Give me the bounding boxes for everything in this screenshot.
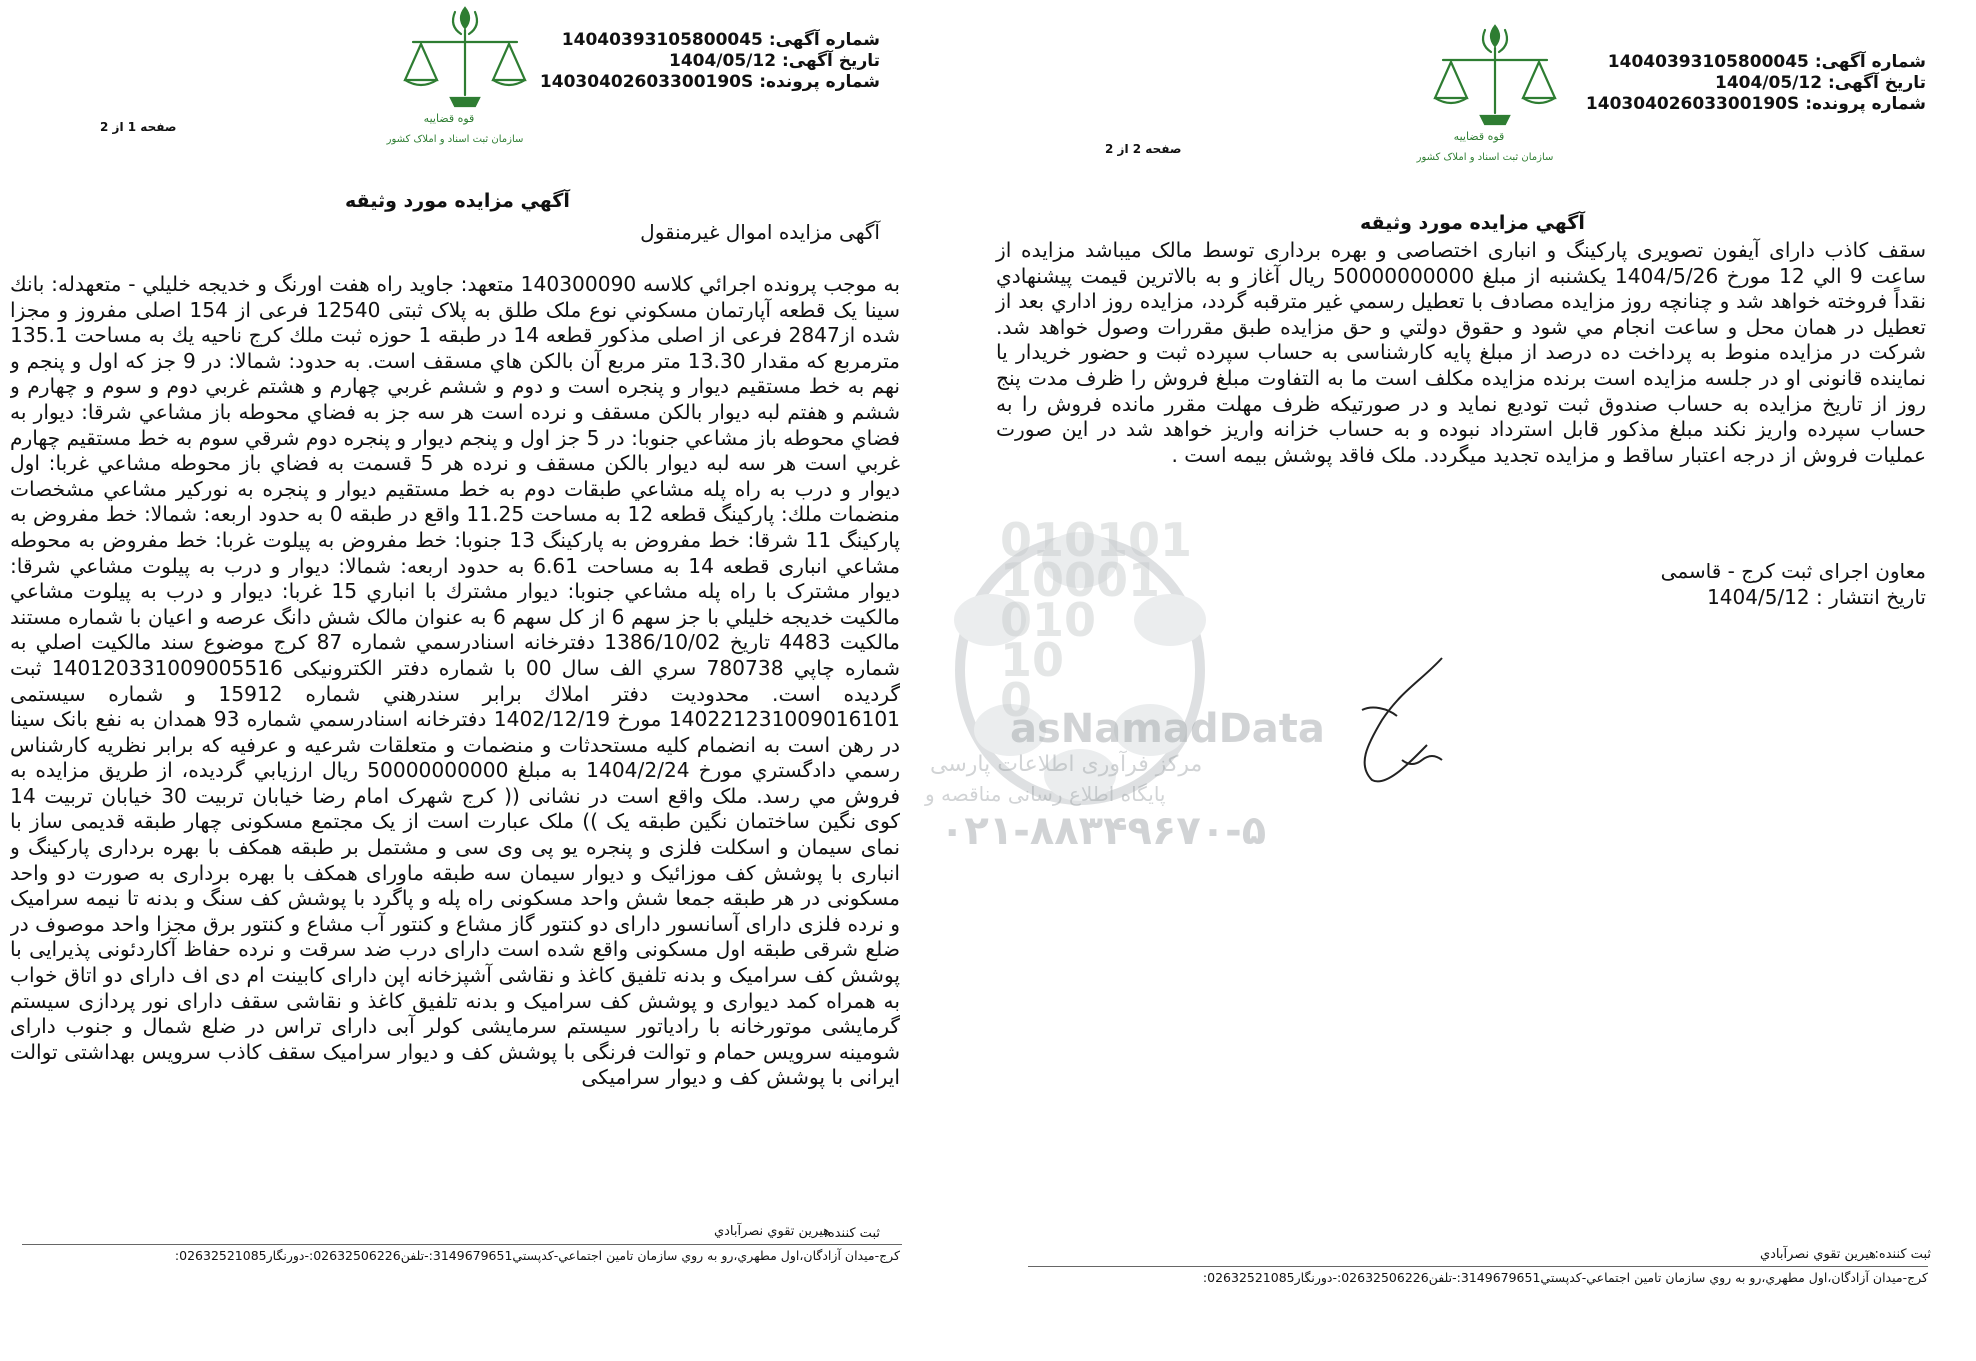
- notice-body: سقف کاذب دارای آيفون تصويری پارکينگ و انباری اختصاصی و بهره برداری توسط مالک ميباشد مزايده از ساعت 9 الي 12 مورخ 1404/5/26 يکشنبه از مبلغ 50000000000 ريال آغاز و به بالاترين قيمت پيشنهادي نقداً فروخته خواهد شد و چنانچه روز مزايده مصادف با تعطيل رسمي غير مترقبه گردد، مزايده روز اداري بعد از تعطيل در همان محل و ساعت انجام مي شود و حقوق دولتي و حق مزايده طبق مقررات وصول خواهد شد. شرکت در مزايده منوط به پرداخت ده درصد از مبلغ پايه کارشناسی به حساب سپرده ثبت و حضور خريدار يا نماينده قانونی او در جلسه مزايده است برنده مزايده مکلف است ما به التفاوت مبلغ فروش را ظرف مدت پنج روز از تاريخ مزايده به حساب صندوق ثبت توديع نمايد و در صورتيکه ظرف مهلت مقرر مانده فروش را به حساب سپرده واريز نکند مبلغ مذکور قابل استرداد نبوده و به حساب خزانه واريز خواهد شد در اين صورت عمليات فروش از درجه اعتبار ساقط و مزايده تجديد ميگردد. ملک فاقد پوشش بيمه است .: [996, 238, 1926, 467]
- registrar-name: هيرين تقوي نصرآبادي: [713, 1224, 830, 1239]
- notice-date-label: تاریخ آگهی:: [1827, 73, 1926, 93]
- footer-address: كرج-ميدان آزادگان،اول مطهري،رو به روي سازمان تامين اجتماعي-كدپستي3149679651:-تلفن02632506226:-دورنگار02632521085:: [1202, 1270, 1928, 1285]
- signer-title: معاون اجرای ثبت کرج - قاسمی: [1660, 559, 1926, 583]
- notice-date-label: تاریخ آگهی:: [781, 51, 880, 71]
- registrar-label: ثبت کننده:: [823, 1226, 880, 1241]
- emblem-caption: قوه قضاییه: [1453, 130, 1505, 143]
- watermark-phone: ۰۲۱-۸۸۳۴۹۶۷۰-۵: [940, 808, 1267, 854]
- watermark-brand: asNamadData: [1010, 706, 1325, 752]
- notice-title: آگهي مزايده مورد وثيقه: [345, 190, 570, 212]
- watermark-line2: پایگاه اطلاع رسانی مناقصه و: [925, 782, 1166, 806]
- emblem-subcaption: سازمان ثبت اسناد و املاک کشور: [1416, 152, 1554, 163]
- watermark-digits: 010101 10001 010 10 0: [1000, 513, 1193, 727]
- page-number: صفحه 2 از 2: [1105, 142, 1182, 156]
- file-number-label: شماره پرونده:: [759, 72, 880, 92]
- notice-body: به موجب پرونده اجرائي کلاسه 140300090 متعهد: جاويد راه هفت اورنگ و خديجه خليلي - متعهدله: بانك سينا يک قطعه آپارتمان مسکوني نوع ملک طلق به پلاک ثبتی 12540 فرعی از 154 اصلی مفروز و مجزا شده از2847 فرعی از اصلی مذکور قطعه 14 در طبقه 1 حوزه ثبت ملك كرج ناحيه يك به مساحت 135.1 مترمربع كه مقدار 13.30 متر مربع آن بالكن هاي مسقف است. به حدود: شمالا: در 9 جز كه اول و پنجم و نهم به خط مستقيم ديوار و پنجره است و دوم و ششم غربي چهارم و هشتم غربي دوم و سوم و چهارم و ششم و هفتم لبه ديوار بالکن مسقف و نرده است هر سه جز به فضاي محوطه باز مشاعي شرقا: ديوار به فضاي محوطه باز مشاعي جنوبا: در 5 جز اول و پنجم ديوار و پنجره دوم شرقي سوم به خط مستقيم چهارم غربي است هر سه لبه ديوار بالكن مسقف و نرده هر 5 قسمت به فضاي باز محوطه مشاعي غربا: اول ديوار و درب به راه پله مشاعي طبقات دوم به خط مستقيم ديوار و پنجره به نوركير مشاعي مشخصات منضمات ملك: پاركينگ قطعه 12 به مساحت 11.25 واقع در طبقه 0 به حدود اربعه: شمالا: خط مفروض به پاركينگ 11 شرقا: خط مفروض به پاركينگ 13 جنوبا: خط مفروض به پيلوت غربا: خط مفروض به محوطه مشاعي انباری قطعه 14 به مساحت 6.61 به حدود اربعه: شمالا: ديوار و درب به پيلوت مشاعي شرقا: ديوار مشترک با راه پله مشاعي جنوبا: ديوار مشترك با انباري 15 غربا: ديوار و درب به پيلوت مشاعي مالکيت خديجه خليلي با جز سهم 6 از کل سهم 6 به عنوان مالک شش دانگ عرصه و اعيان با شماره مستند مالکيت 4483 تاريخ 1386/10/02 دفترخانه اسنادرسمي شماره 87 كرج موضوع سند مالكيت اصلي به شماره چاپي 780738 سري الف سال 00 با شماره دفتر الکترونيکی 140120331009005516 ثبت گرديده است. محدوديت دفتر املاك برابر سندرهني شماره 15912 و شماره سيستمی 140221231009016101 مورخ 1402/12/19 دفترخانه اسنادرسمي شماره 93 همدان به نفع بانک سينا در رهن است به انضمام كليه مستحدثات و منضمات و متعلقات شرعيه و عرفيه كه برابر نظريه کارشناس رسمي دادگستري مورخ 1404/2/24 به مبلغ 50000000000 ريال ارزيابي گرديده، از طريق مزايده به فروش مي رسد. ملک واقع است در نشانی (( کرج شهرک امام رضا خيابان تربيت 30 خيابان تربيت 14 کوی نگين ساختمان نگين طبقه يک )) ملک عبارت است از يک مجتمع مسکونی چهار طبقه قديمی ساز با نمای سيمان و اسکلت فلزی و پنجره يو پی وی سی و مشتمل بر طبقه همکف با بهره برداری پارکينگ و انباری با پوشش کف موزائيک و ديوار سيمان سه طبقه ماورای همکف با بهره برداری به صورت دو واحد مسکونی در هر طبقه جمعا شش واحد مسکونی راه پله و پاگرد با پوشش کف سنگ و بدنه تا نيمه سراميک و نرده فلزی دارای آسانسور دارای دو کنتور گاز مشاع و کنتور آب مشاع و کنتور برق مجزا واحد موصوف در ضلع شرقی طبقه اول مسکونی واقع شده است دارای درب ضد سرقت و نرده حفاظ آکاردئونی پذيرايی با پوشش کف سراميک و بدنه تلفيق کاغذ و نقاشی آشپزخانه اپن دارای کابينت ام دی اف دارای دو اتاق خواب به همراه کمد ديواری و پوشش کف سراميک و بدنه تلفيق کاغذ و نقاشی سقف دارای نور پردازی سيستم گرمايشی موتورخانه با رادياتور سيستم سرمايشی کولر آبی دارای تراس در ضلع شمال و جنوب دارای شومينه سرويس حمام و توالت فرنگی با پوشش کف و ديوار سراميک سقف کاذب سرويس بهداشتی توالت ايرانی با پوشش کف و ديوار سراميکی: [10, 272, 900, 1090]
- notice-number: 14040393105800045: [561, 30, 763, 50]
- judiciary-emblem-icon: [1415, 18, 1575, 168]
- watermark-line1: مرکز فرآوری اطلاعات پارسی: [930, 752, 1203, 777]
- file-number: 14030402603300190S: [539, 72, 754, 92]
- signoff-block: [1661, 558, 1926, 610]
- handwritten-signature-icon: [1342, 650, 1462, 790]
- notice-date: 1404/05/12: [1714, 73, 1823, 93]
- notice-number-label: شماره آگهی:: [1814, 52, 1926, 72]
- emblem-subcaption: سازمان ثبت اسناد و املاک کشور: [386, 134, 524, 145]
- notice-number: 14040393105800045: [1607, 52, 1809, 72]
- notice-page-1: [0, 0, 920, 1361]
- notice-page-2: [960, 0, 1976, 1361]
- publish-date-label: تاريخ انتشار :: [1816, 585, 1926, 609]
- registrar-label: ثبت کننده:: [1874, 1247, 1931, 1262]
- notice-subtitle: آگهی مزایده اموال غیرمنقول: [640, 220, 880, 244]
- file-number-label: شماره پرونده:: [1805, 94, 1926, 114]
- notice-date: 1404/05/12: [668, 51, 777, 71]
- notice-meta: [520, 30, 880, 93]
- file-number: 14030402603300190S: [1585, 94, 1800, 114]
- notice-meta: [1566, 52, 1926, 115]
- registrar-name: هيرين تقوي نصرآبادي: [1759, 1247, 1876, 1262]
- notice-number-label: شماره آگهی:: [768, 30, 880, 50]
- footer-address: كرج-ميدان آزادگان،اول مطهري،رو به روي سازمان تامين اجتماعي-كدپستي3149679651:-تلفن02632506226:-دورنگار02632521085:: [174, 1248, 900, 1263]
- footer-divider: [1028, 1266, 1928, 1267]
- footer-divider: [22, 1244, 902, 1245]
- page-number: صفحه 1 از 2: [100, 120, 177, 134]
- notice-title: آگهي مزايده مورد وثيقه: [1360, 212, 1585, 234]
- publish-date: 1404/5/12: [1707, 585, 1810, 609]
- emblem-caption: قوه قضاییه: [423, 112, 475, 125]
